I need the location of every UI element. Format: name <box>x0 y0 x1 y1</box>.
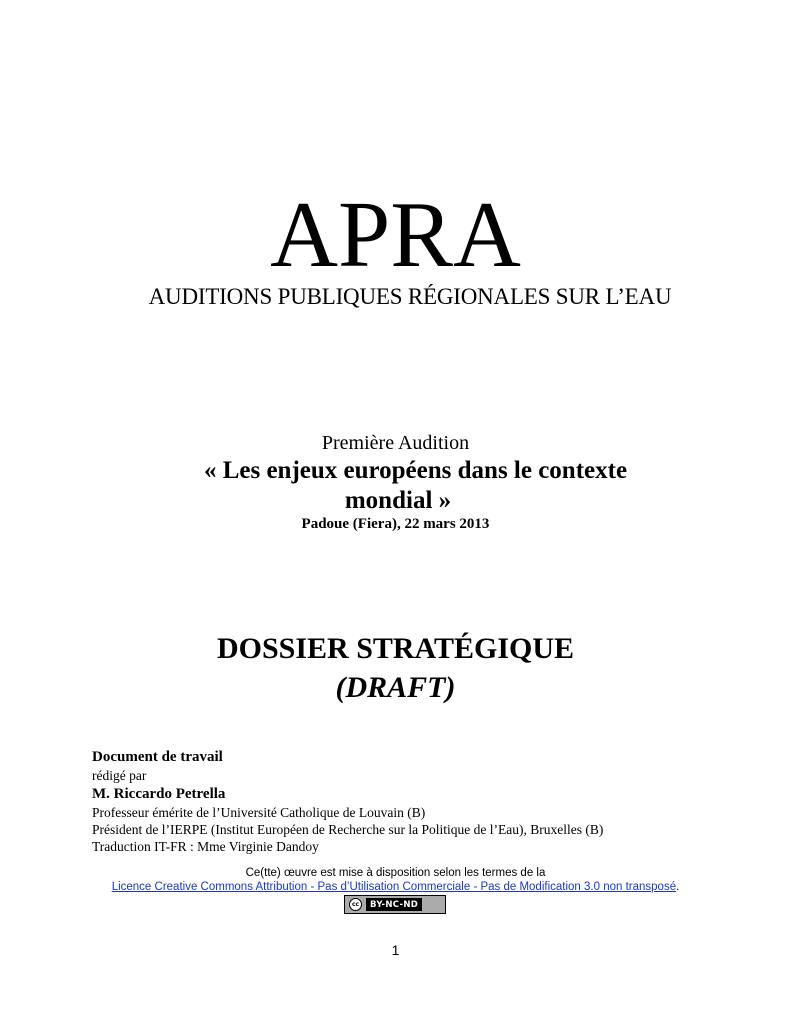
page-number: 1 <box>391 942 400 958</box>
cc-badge-text: BY-NC-ND <box>366 898 422 911</box>
audition-label <box>0 431 791 455</box>
author-block <box>92 748 603 855</box>
author-affiliation-1: Professeur émérite de l’Université Catholique de Louvain (B) <box>92 805 426 820</box>
document-subtitle: AUDITIONS PUBLIQUES RÉGIONALES SUR L’EAU <box>148 284 672 309</box>
document-type: Document de travail <box>92 749 223 765</box>
license-intro: Ce(tte) œuvre est mise à disposition selon les termes de la <box>245 867 546 879</box>
dossier-status: (DRAFT) <box>335 671 456 704</box>
translation-credit: Traduction IT-FR : Mme Virginie Dandoy <box>92 839 319 854</box>
audition-label-text: Première Audition <box>321 432 470 454</box>
audition-title-line-2: mondial » <box>344 487 452 514</box>
document-title: APRA <box>270 183 521 287</box>
audition-place-date: Padoue (Fiera), 22 mars 2013 <box>301 516 490 532</box>
cc-license-badge[interactable] <box>344 895 446 914</box>
written-by-label: rédigé par <box>92 768 147 783</box>
author-affiliation-2: Président de l’IERPE (Institut Européen de Recherche sur la Politique de l’Eau), Bruxelles (B) <box>92 822 604 837</box>
author-name: M. Riccardo Petrella <box>92 786 226 802</box>
license-trailing-period: . <box>676 881 680 893</box>
creative-commons-icon: cc <box>349 898 362 911</box>
audition-title-line-1: « Les enjeux européens dans le contexte <box>203 457 628 484</box>
license-line <box>0 880 791 894</box>
dossier-title: DOSSIER STRATÉGIQUE <box>216 632 575 665</box>
license-link[interactable]: Licence Creative Commons Attribution - Pas d’Utilisation Commerciale - Pas de Modification 3.0 non transposé <box>111 881 677 893</box>
